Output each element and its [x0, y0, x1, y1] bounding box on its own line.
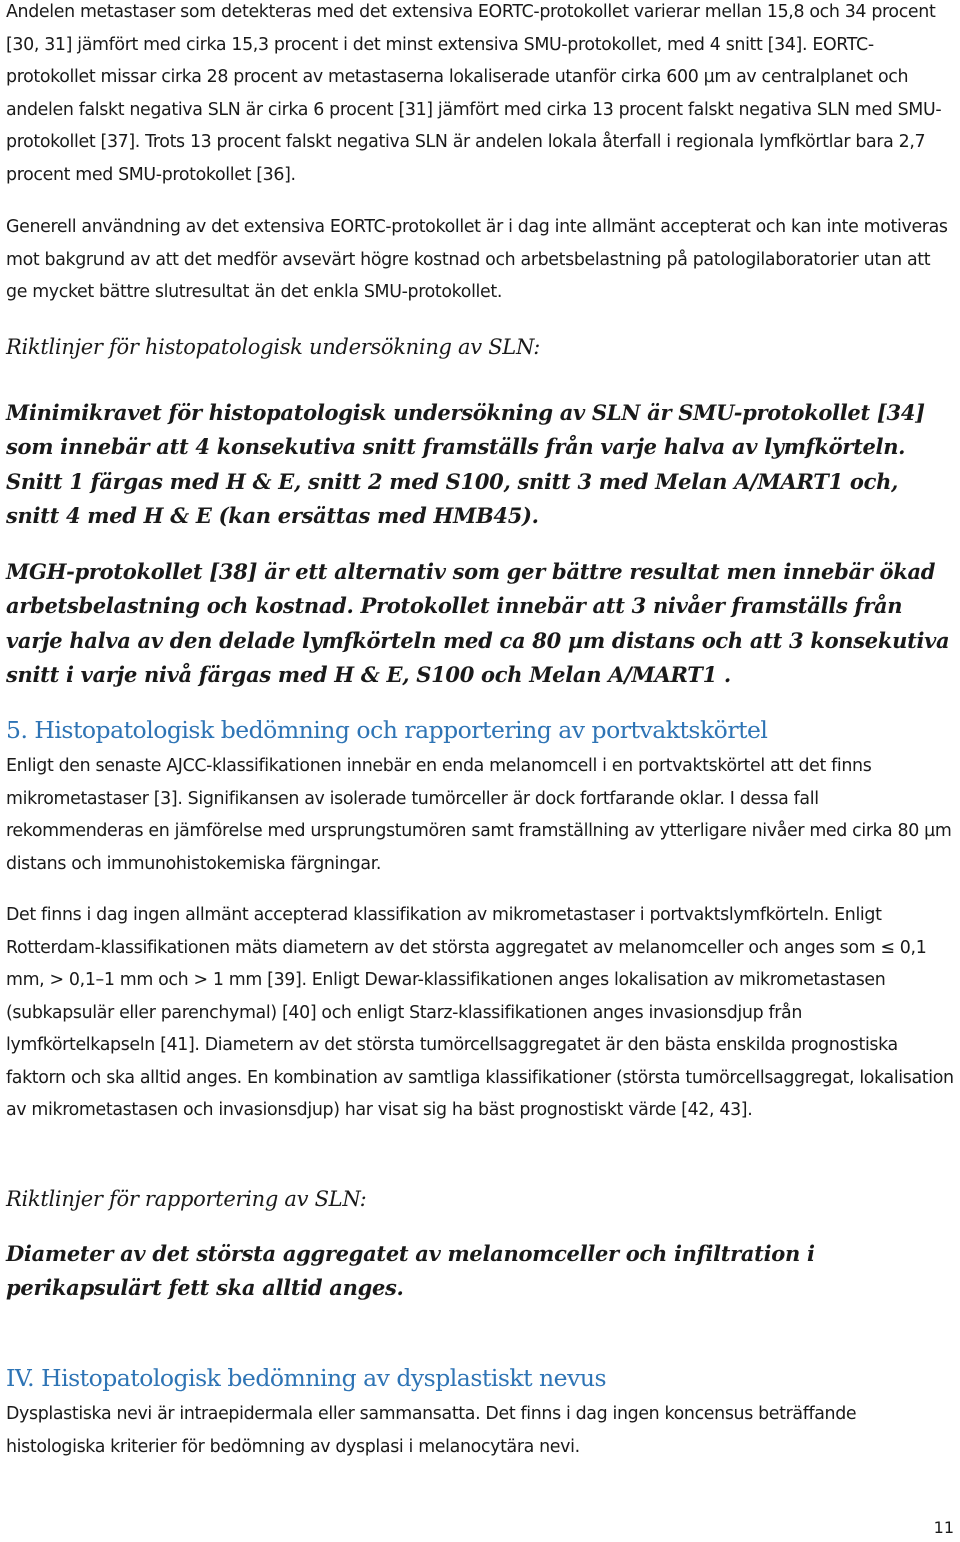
- heading-riktlinjer-histopatologisk: Riktlinjer för histopatologisk undersökning av SLN:: [6, 335, 541, 359]
- paragraph-klassifikation: Det finns i dag ingen allmänt accepterad klassifikation av mikrometastaser i portvaktslymfkörteln. Enligt Rotterdam-klassifikationen mäts diametern av det största aggregatet av melanomceller och anges som ≤ 0,1 mm, > 0,1–1 mm och > 1 mm [39]. Enligt Dewar-klassifikationen anges lokalisation av mikrometastasen (subkapsulär eller parenchymal) [40] och enligt Starz-klassifikationen anges invasionsdjup från lymfkörtelkapseln [41]. Diametern av det största tumörcellsaggregatet är den bästa enskilda prognostiska faktorn och ska alltid anges. En kombination av samtliga klassifikationer (största tumörcellsaggregat, lokalisation av mikrometastasen och invasionsdjup) har visat sig ha bäst prognostiskt värde [42, 43].: [6, 905, 954, 1120]
- heading-riktlinjer-rapportering: Riktlinjer för rapportering av SLN:: [6, 1187, 367, 1211]
- paragraph-metastaser: Andelen metastaser som detekteras med det extensiva EORTC-protokollet varierar mellan 15,8 och 34 procent [30, 31] jämfört med cirka 15,3 procent i det minst extensiva SMU-protokollet, med 4 snitt [34]. EORTC-protokollet missar cirka 28 procent av metastaserna lokaliserade utanför cirka 600 µm av centralplanet och andelen falskt negativa SLN är cirka 6 procent [31] jämfört med cirka 13 procent falskt negativa SLN med SMU-protokollet [37]. Trots 13 procent falskt negativa SLN är andelen lokala återfall i regionala lymfkörtlar bara 2,7 procent med SMU-protokollet [36].: [6, 2, 942, 185]
- paragraph-ajcc: Enligt den senaste AJCC-klassifikationen innebär en enda melanomcell i en portvaktskörtel att det finns mikrometastaser [3]. Signifikansen av isolerade tumörceller är dock fortfarande oklar. I dessa fall rekommenderas en jämförelse med ursprungstumören samt framställning av ytterligare nivåer med cirka 80 µm distans och immunohistokemiska färgningar.: [6, 756, 952, 874]
- guideline-diameter: Diameter av det största aggregatet av melanomceller och infiltration i perikapsulärt fett ska alltid anges.: [6, 1241, 815, 1301]
- page-number: 11: [933, 1518, 954, 1537]
- guideline-mgh-protokollet: MGH-protokollet [38] är ett alternativ som ger bättre resultat men innebär ökad arbetsbelastning och kostnad. Protokollet innebär att 3 nivåer framställs från varje halva av den delade lymfkörteln med ca 80 µm distans och att 3 konsekutiva snitt i varje nivå färgas med H & E, S100 och Melan A/MART1 .: [6, 559, 950, 687]
- paragraph-generell-anvandning: Generell användning av det extensiva EORTC-protokollet är i dag inte allmänt accepterat och kan inte motiveras mot bakgrund av att det medför avsevärt högre kostnad och arbetsbelastning på patologilaboratorier utan att ge mycket bättre slutresultat än det enkla SMU-protokollet.: [6, 217, 948, 302]
- guideline-smu-protokollet: Minimikravet för histopatologisk undersökning av SLN är SMU-protokollet [34] som innebär att 4 konsekutiva snitt framställs från varje halva av lymfkörteln. Snitt 1 färgas med H & E, snitt 2 med S100, snitt 3 med Melan A/MART1 och, snitt 4 med H & E (kan ersättas med HMB45).: [6, 400, 925, 528]
- section-heading-IV: IV. Histopatologisk bedömning av dysplastiskt nevus: [6, 1364, 607, 1392]
- section-heading-5: 5. Histopatologisk bedömning och rapportering av portvaktskörtel: [6, 716, 768, 744]
- paragraph-dysplastiska-nevi: Dysplastiska nevi är intraepidermala eller sammansatta. Det finns i dag ingen koncensus beträffande histologiska kriterier för bedömning av dysplasi i melanocytära nevi.: [6, 1404, 857, 1457]
